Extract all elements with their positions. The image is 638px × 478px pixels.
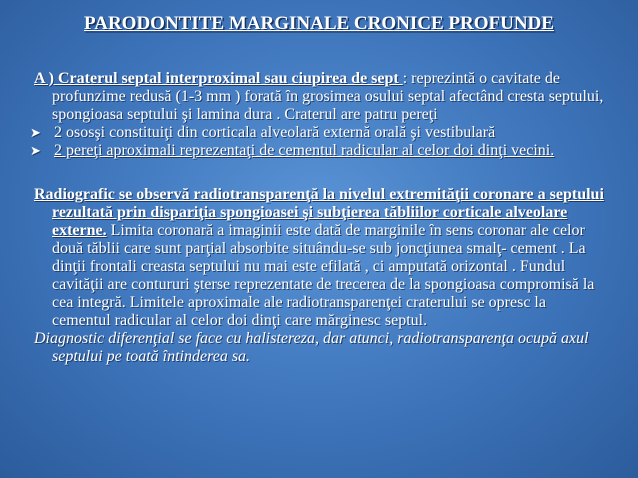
arrow-bullet-icon: ➤ — [30, 143, 41, 158]
section-a-text: : reprezintă o cavitate de profunzime redusă (1-3 mm ) forată în grosimea osului septal afectând cresta septului, spongioasa septului şi lamina dura . Craterul are patru pereţi — [52, 70, 604, 123]
bullet-item — [30, 124, 606, 142]
diagnostic-paragraph — [34, 330, 606, 366]
section-a-paragraph — [34, 70, 606, 124]
bullet-text: 2 pereţi aproximali reprezentaţi de cementul radicular al celor doi dinţi vecini. — [54, 142, 555, 159]
bullet-text: 2 ososşi constituiţi din corticala alveolară externă orală şi vestibulară — [54, 124, 496, 141]
radiografic-bold-text: Radiografic se observă radiotransparenţă la nivelul extremităţii coronare a septului rezultată prin dispariţia spongioasei şi subţierea tăbliilor corticale alveolare externe. — [34, 186, 604, 239]
radiografic-paragraph — [34, 186, 606, 330]
slide-content — [30, 70, 606, 366]
slide-title: PARODONTITE MARGINALE CRONICE PROFUNDE — [84, 13, 554, 34]
section-a-label: A ) Craterul septal interproximal sau ciupirea de sept — [34, 70, 403, 87]
arrow-bullet-icon: ➤ — [30, 125, 41, 140]
bullet-item — [30, 142, 606, 160]
spacer — [34, 160, 606, 186]
radiografic-text: Limita coronară a imaginii este dată de marginile în sens coronar ale celor două tăblii care sunt parţial absorbite situându-se sub joncţiunea smalţ- cement . La dinţii frontali creasta septului nu mai este efilată , ci amputată orizontal . Fundul cavităţii are contururi şterse reprezentate de trecerea de la spongioasa compromisă la cea integră. Limitele aproximale ale radiotransparenţei craterului se opresc la cementul radicular al celor doi dinţi care mărginesc septul. — [52, 222, 595, 329]
diagnostic-text: Diagnostic diferenţial se face cu halistereza, dar atunci, radiotransparenţa ocupă axul septului pe toată întinderea sa. — [34, 330, 589, 365]
